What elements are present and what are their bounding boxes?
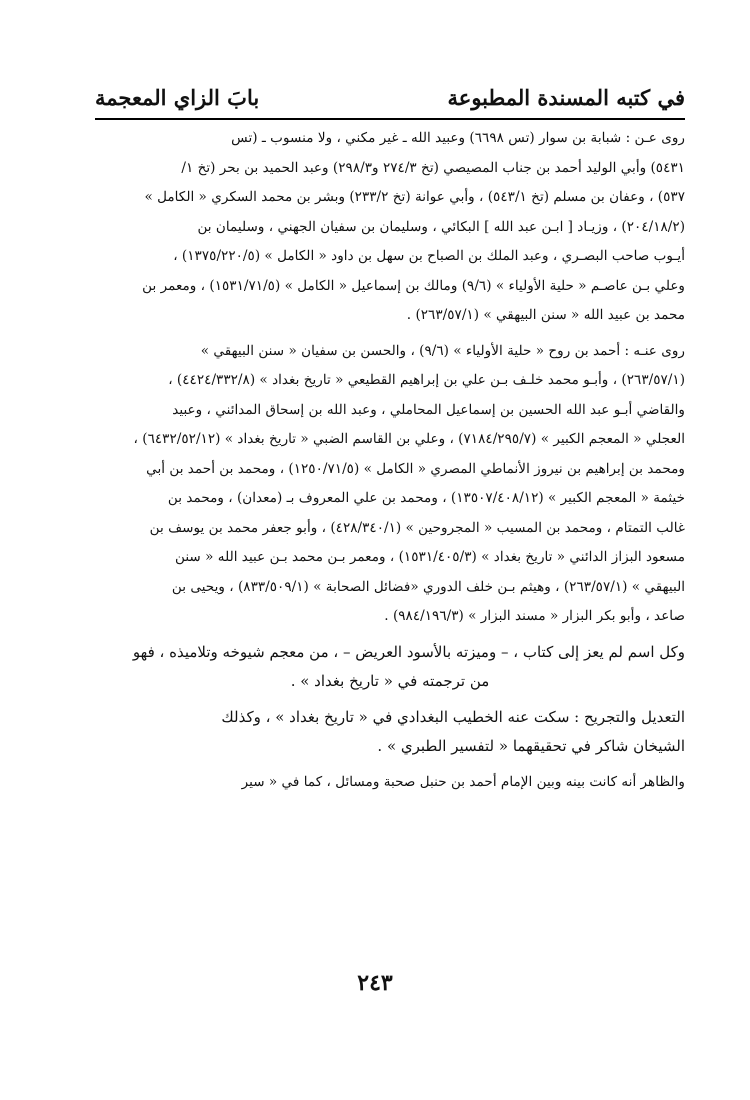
text-line: ٥٣٧) ، وعفان بن مسلم (تخ ٥٤٣/١) ، وأبي عوانة (تخ ٢٣٣/٢) وبشر بن محمد السكري « الكامل » — [144, 189, 685, 205]
page-number: ٢٤٣ — [357, 970, 393, 996]
text-line: البيهقي » (٢٦٣/٥٧/١) ، وهيثم بـن خلف الدوري «فضائل الصحابة » (٨٣٣/٥٠٩/١) ، ويحيى بن — [171, 578, 685, 595]
text-line: العجلي « المعجم الكبير » (٧١٨٤/٢٩٥/٧) ، وعلي بن القاسم الضبي « تاريخ بغداد » (٦٤٣٢/٥٢/١٢) ، — [133, 431, 685, 447]
text-line: وكل اسم لم يعز إلى كتاب ، – وميزته بالأسود العريض – ، من معجم شيوخه وتلاميذه ، فهو — [132, 642, 685, 661]
text-line: ومحمد بن إبراهيم بن نيروز الأنماطي المصري « الكامل » (١٢٥٠/٧١/٥) ، ومحمد بن أحمد بن أبي — [146, 460, 685, 477]
text-line: (٢٦٣/٥٧/١) ، وأبـو محمد خلـف بـن علي بن إبراهيم القطيعي « تاريخ بغداد » (٤٤٢٤/٣٣٢/٨) ، — [168, 372, 685, 388]
text-line: غالب التمتام ، ومحمد بن المسيب « المجروحين » (٤٢٨/٣٤٠/١) ، وأبو جعفر محمد بن يوسف بن — [149, 519, 685, 536]
text-line: وعلي بـن عاصـم « حلية الأولياء » (٩/٦) ومالك بن إسماعيل « الكامل » (١٥٣١/٧١/٥) ، ومعمر بن — [142, 277, 685, 294]
text-line: الشيخان شاكر في تحقيقهما « لتفسير الطبري » . — [377, 737, 685, 755]
text-line: ٥٤٣١) وأبي الوليد أحمد بن جناب المصيصي (تخ ٢٧٤/٣ و٢٩٨/٣) وعبد الحميد بن بحر (تخ ١/ — [181, 159, 685, 176]
text-line: مسعود البزاز الدائني « تاريخ بغداد » (١٥٣١/٤٠٥/٣) ، ومعمر بـن محمد بـن عبيد الله « سنن — [174, 549, 685, 565]
text-line: والقاضي أبـو عبد الله الحسين بن إسماعيل المحاملي ، وعبد الله بن إسحاق المدائني ، وعبيد — [172, 401, 685, 418]
text-line: صاعد ، وأبو بكر البزار « مسند البزار » (٩٨٤/١٩٦/٣) . — [384, 608, 685, 624]
header-rule — [95, 118, 685, 120]
text-line: خيثمة « المعجم الكبير » (١٣٥٠٧/٤٠٨/١٢) ، ومحمد بن علي المعروف بـ (معدان) ، ومحمد بن — [167, 490, 685, 506]
text-line: روى عنـه : أحمد بن روح « حلية الأولياء » (٩/٦) ، والحسن بن سفيان « سنن البيهقي » — [200, 342, 685, 359]
text-line: روى عـن : شبابة بن سوار (تس ٦٦٩٨) وعبيد الله ـ غير مكني ، ولا منسوب ـ (تس — [231, 130, 685, 146]
text-line: محمد بن عبيد الله « سنن البيهقي » (٢٦٣/٥٧/١) . — [406, 307, 685, 323]
text-line: من ترجمته في « تاريخ بغداد » . — [290, 672, 490, 690]
page-body — [95, 124, 685, 797]
text-line: والظاهر أنه كانت بينه وبين الإمام أحمد بن حنبل صحبة ومسائل ، كما في « سير — [241, 773, 685, 790]
header-chapter-title: بابَ الزاي المعجمة — [95, 84, 260, 110]
text-line: التعديل والتجريح : سكت عنه الخطيب البغدادي في « تاريخ بغداد » ، وكذلك — [221, 707, 685, 726]
header-book-title: في كتبه المسندة المطبوعة — [447, 84, 685, 110]
page-header — [95, 78, 685, 116]
text-line: (٢٠٤/١٨/٢) ، وزيـاد [ ابـن عبد الله ] البكائي ، وسليمان بن سفيان الجهني ، وسليمان بن — [197, 218, 685, 235]
text-line: أيـوب صاحب البصـري ، وعبد الملك بن الصباح بن سهل بن داود « الكامل » (١٣٧٥/٢٢٠/٥) ، — [173, 248, 685, 264]
